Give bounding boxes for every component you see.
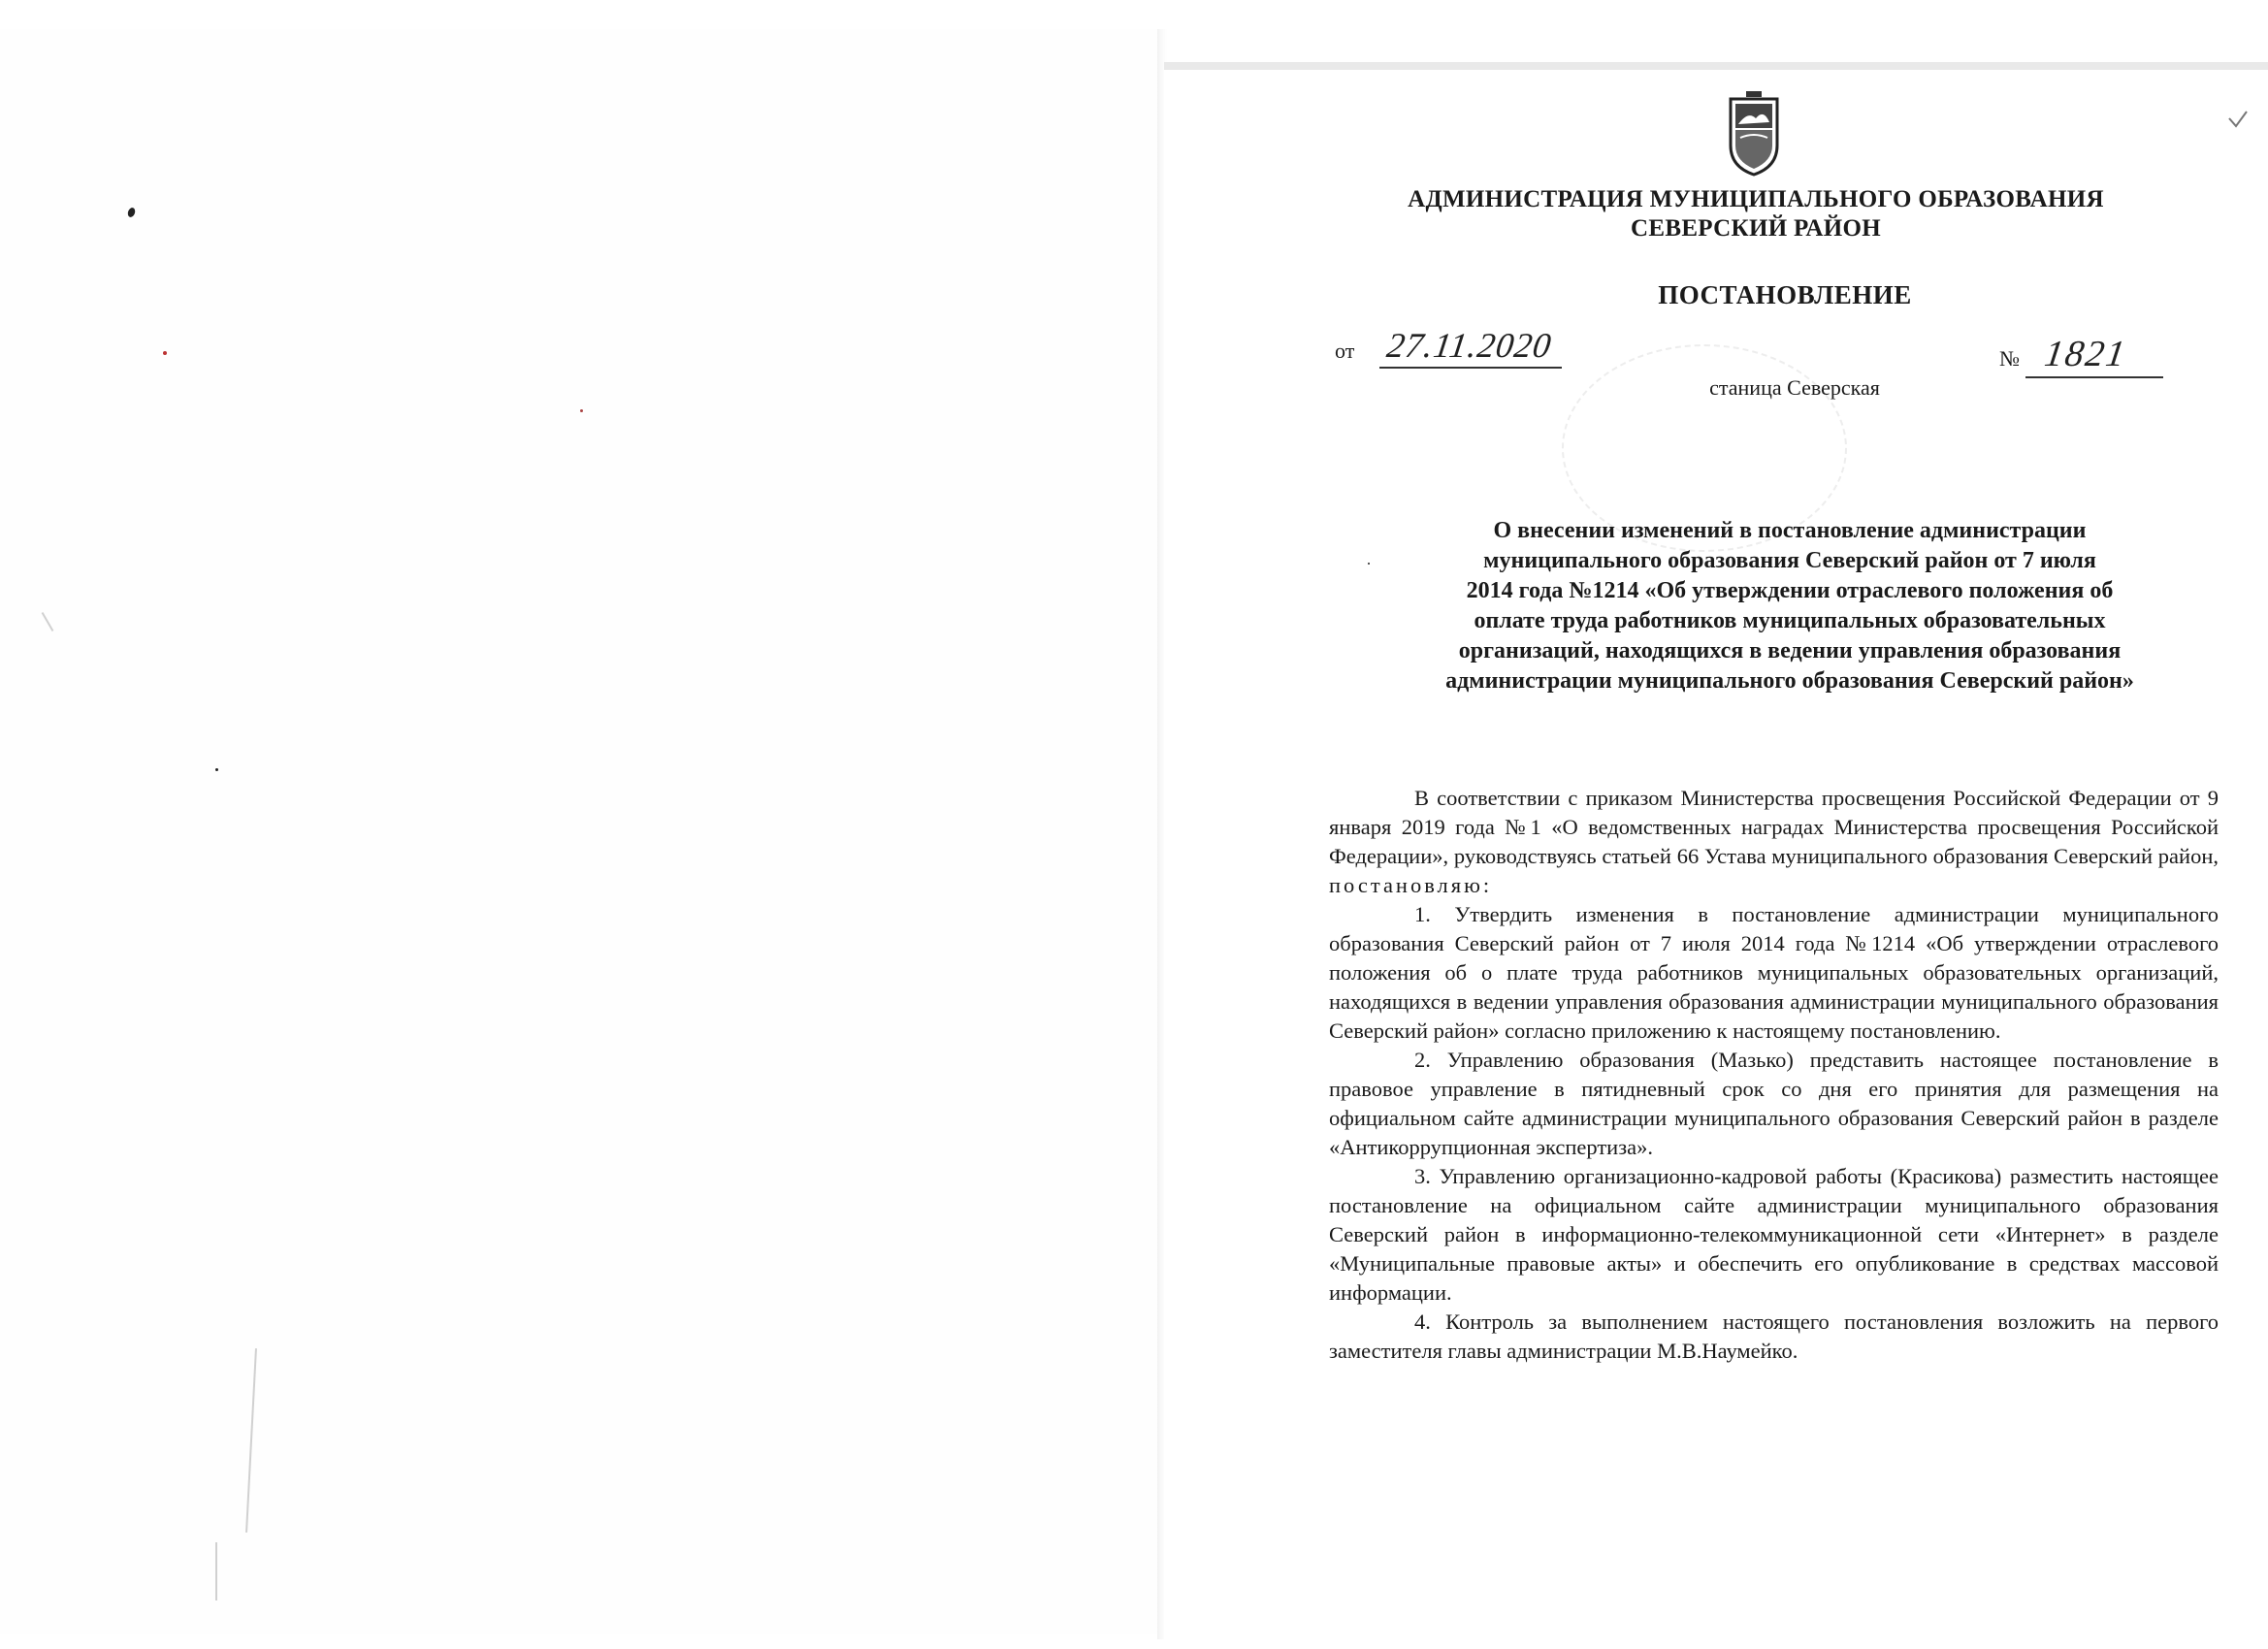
scan-edge (1164, 62, 2268, 70)
resolve-word: постановляю: (1329, 873, 1493, 897)
scan-speck (215, 768, 218, 771)
check-mark-icon (2227, 109, 2249, 130)
resolution-title (1387, 516, 2192, 696)
resolution-body (1329, 784, 2219, 1366)
preamble-paragraph (1329, 784, 2219, 900)
number-underline (2025, 376, 2163, 378)
left-blank-page (0, 29, 1159, 1634)
header-org-name: АДМИНИСТРАЦИЯ МУНИЦИПАЛЬНОГО ОБРАЗОВАНИЯ (1408, 186, 2104, 212)
title-line: организаций, находящихся в ведении управления образования (1458, 638, 2122, 663)
date-underline (1379, 367, 1562, 369)
title-line: муниципального образования Северский район от 7 июля (1483, 548, 2096, 573)
handwritten-date: 27.11.2020 (1384, 326, 1555, 365)
scan-scratch (215, 1542, 217, 1600)
scan-speck (1368, 563, 1370, 565)
document-type: ПОСТАНОВЛЕНИЕ (1658, 280, 1912, 309)
date-label: от (1335, 339, 1355, 363)
item-paragraph: 1. Утвердить изменения в постановление администрации муниципального образования Северский район от 7 июля 2014 года №1214 «Об утверждении отраслевого положения об о плате труда работников муниципальных образовательных организаций, находящихся в ведении управления образования администрации муниципального образования Северский район» согласно приложению к настоящему постановлению. (1329, 902, 2219, 1043)
scan-speck (163, 351, 167, 355)
preamble-text: В соответствии с приказом Министерства просвещения Российской Федерации от 9 января 2019 года №1 «О ведомственных наградах Министерства просвещения Российской Федерации», руководствуясь статьей 66 Устава муниципального образования Северский район, (1329, 786, 2219, 868)
title-line: оплате труда работников муниципальных образовательных (1474, 608, 2106, 633)
scan-speck (580, 409, 583, 412)
title-line: 2014 года №1214 «Об утверждении отраслевого положения об (1466, 578, 2114, 603)
title-line: администрации муниципального образования Северский район» (1445, 668, 2134, 694)
header-district: СЕВЕРСКИЙ РАЙОН (1631, 215, 1881, 242)
coat-of-arms-icon (1727, 89, 1781, 177)
place-name: станица Северская (1709, 375, 1880, 400)
number-label: № (1999, 346, 2020, 371)
item-paragraph: 2. Управлению образования (Мазько) представить настоящее постановление в правовое управление в пятидневный срок со дня его принятия для размещения на официальном сайте администрации муниципального образования Северский район в разделе «Антикоррупционная экспертиза». (1329, 1048, 2219, 1159)
item-paragraph: 3. Управлению организационно-кадровой работы (Красикова) разместить настоящее постановление на официальном сайте администрации муниципального образования Северский район в информационно-телекоммуникационной сети «Интернет» в разделе «Муниципальные правовые акты» и обеспечить его опубликование в средствах массовой информации. (1329, 1164, 2219, 1305)
handwritten-number: 1821 (2042, 334, 2129, 374)
item-paragraph: 4. Контроль за выполнением настоящего постановления возложить на первого заместителя главы администрации М.В.Наумейко. (1329, 1310, 2219, 1363)
title-line: О внесении изменений в постановление администрации (1493, 518, 2087, 543)
